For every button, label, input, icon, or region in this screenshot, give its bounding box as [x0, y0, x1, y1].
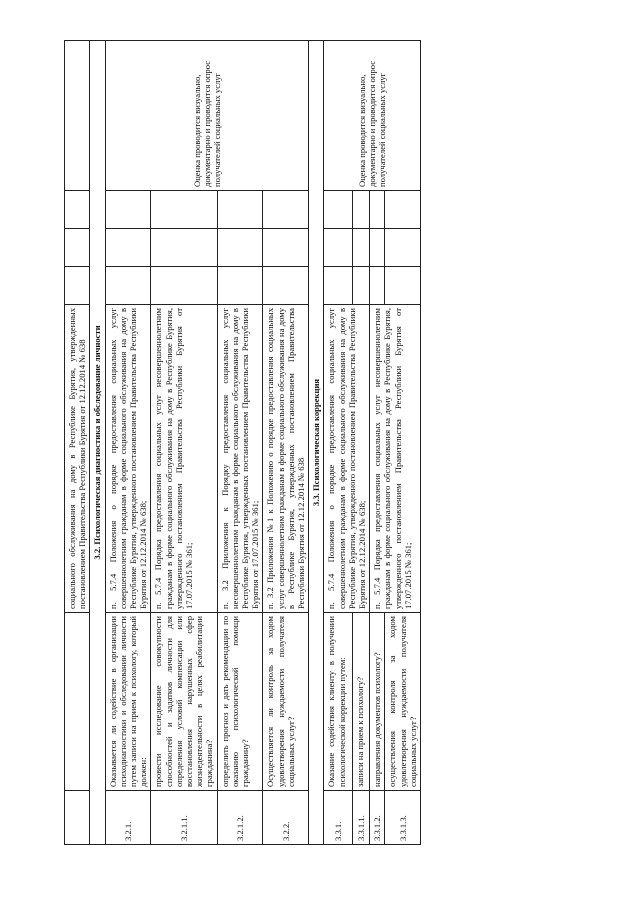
section-header-row [90, 41, 105, 845]
evaluation-method: Оценка проводится визуально, документарно и проводится опрос получателей социальных услуг [324, 41, 421, 191]
item-number: 3.3.1.1. [353, 791, 370, 845]
item-number: 3.3.1.3. [385, 791, 421, 845]
answer-no-cell [263, 229, 309, 267]
item-number: 3.2.2. [263, 791, 309, 845]
answer-yes-cell [217, 267, 263, 305]
answer-yes-cell [385, 267, 421, 305]
answer-no-cell [324, 229, 353, 267]
item-norm: п. 5.7.4 Порядка предоставления социальных услуг несовершеннолетним гражданам в форме социального обслуживания на дому в Республике Бурятия, утвержденного постановлением Правительства Республики Бурятия от 17.07.2015 № 361; [370, 305, 421, 613]
answer-na-cell [385, 191, 421, 229]
item-number: 3.2.1.1. [151, 791, 217, 845]
item-question: определить прогноз и дать рекомендации по оказанию психологической помощи гражданину? [217, 613, 263, 791]
answer-no-cell [105, 229, 151, 267]
answer-na-cell [105, 191, 151, 229]
item-question: провести исследование совокупности способностей и задатков личности для определения условий компенсации или восстановления нарушенных сфер жизнедеятельности в целях реабилитации гражданина? [151, 613, 217, 791]
table-row [105, 41, 151, 845]
answer-no-cell [370, 229, 385, 267]
answer-yes-cell [370, 267, 385, 305]
item-question: Оказывается ли содействие в организации психодиагностики и обследовании личности путем записи на прием к психологу, который должен: [105, 613, 151, 791]
answer-no-cell [65, 229, 90, 267]
answer-na-cell [217, 191, 263, 229]
regulation-table [64, 40, 421, 845]
item-question: направления документов психологу? [370, 613, 385, 791]
norm-cell: социального обслуживания на дому в Республике Бурятия, утвержденных постановлением Правительства Республики Бурятия от 12.12.2014 № 638 [65, 305, 90, 613]
answer-yes-cell [65, 267, 90, 305]
item-number: 3.2.1. [105, 791, 151, 845]
section-title: 3.3. Психологическая коррекция [309, 41, 324, 845]
item-norm: п. 5.7.4 Положения о порядке предоставления социальных услуг совершеннолетним гражданам в форме социального обслуживания на дому в Республике Бурятия, утвержденного постановлением Правительства Республики Бурятия от 12.12.2014 № 638; [105, 305, 151, 613]
item-question: Осуществляется ли контроль за ходом удовлетворения нуждаемости получателя социальных услуг? [263, 613, 309, 791]
item-number: 3.3.1. [324, 791, 353, 845]
evaluation-cell [65, 41, 90, 191]
answer-na-cell [151, 191, 217, 229]
answer-yes-cell [353, 267, 370, 305]
item-norm: п. 5.7.4 Положения о порядке предоставления социальных услуг совершеннолетним гражданам в форме социального обслуживания на дому в Республике Бурятия, утвержденного постановлением Правительства Республики Бурятия от 12.12.2014 № 638; [324, 305, 370, 613]
answer-yes-cell [105, 267, 151, 305]
item-norm: п. 3.2 Приложения №1 к Положению о порядке предоставления социальных услуг совершеннолетним гражданам в форме социального обслуживания на дому в Республике Бурятия, утвержденных постановлением Правительства Республики Бурятия от 12.12.2014 № 638 [263, 305, 309, 613]
answer-no-cell [385, 229, 421, 267]
answer-no-cell [217, 229, 263, 267]
item-norm: п. 5.7.4 Порядка предоставления социальных услуг несовершеннолетним гражданам в форме социального обслуживания на дому в Республике Бурятия, утвержденного постановлением Правительства Республики Бурятия от 17.07.2015 № 361; [151, 305, 217, 613]
section-header-row [309, 41, 324, 845]
item-question: осуществления контроля за ходом удовлетворения нуждаемости получателя социальных услуг? [385, 613, 421, 791]
answer-yes-cell [324, 267, 353, 305]
answer-na-cell [324, 191, 353, 229]
continuation-row [65, 41, 90, 845]
section-title: 3.2. Психологическая диагностика и обследование личности [90, 41, 105, 845]
evaluation-method: Оценка проводится визуально, документарно и проводится опрос получателей социальных услуг [105, 41, 309, 191]
answer-yes-cell [151, 267, 217, 305]
item-norm: п. 3.2 Приложения к Порядку предоставления социальных услуг несовершеннолетним гражданам в форме социального обслуживания на дому в Республике Бурятия, утвержденных постановлением Правительства Республики Бурятия от 17.07.2015 № 361; [217, 305, 263, 613]
answer-na-cell [65, 191, 90, 229]
answer-yes-cell [263, 267, 309, 305]
item-number: 3.3.1.2. [370, 791, 385, 845]
answer-no-cell [353, 229, 370, 267]
answer-na-cell [353, 191, 370, 229]
answer-no-cell [151, 229, 217, 267]
answer-na-cell [263, 191, 309, 229]
number-cell [65, 791, 90, 845]
item-question: записи на прием к психологу? [353, 613, 370, 791]
answer-na-cell [370, 191, 385, 229]
table-row [324, 41, 353, 845]
item-question: Оказание содействия клиенту в получении психологической коррекции путем: [324, 613, 353, 791]
question-cell [65, 613, 90, 791]
item-number: 3.2.1.2. [217, 791, 263, 845]
